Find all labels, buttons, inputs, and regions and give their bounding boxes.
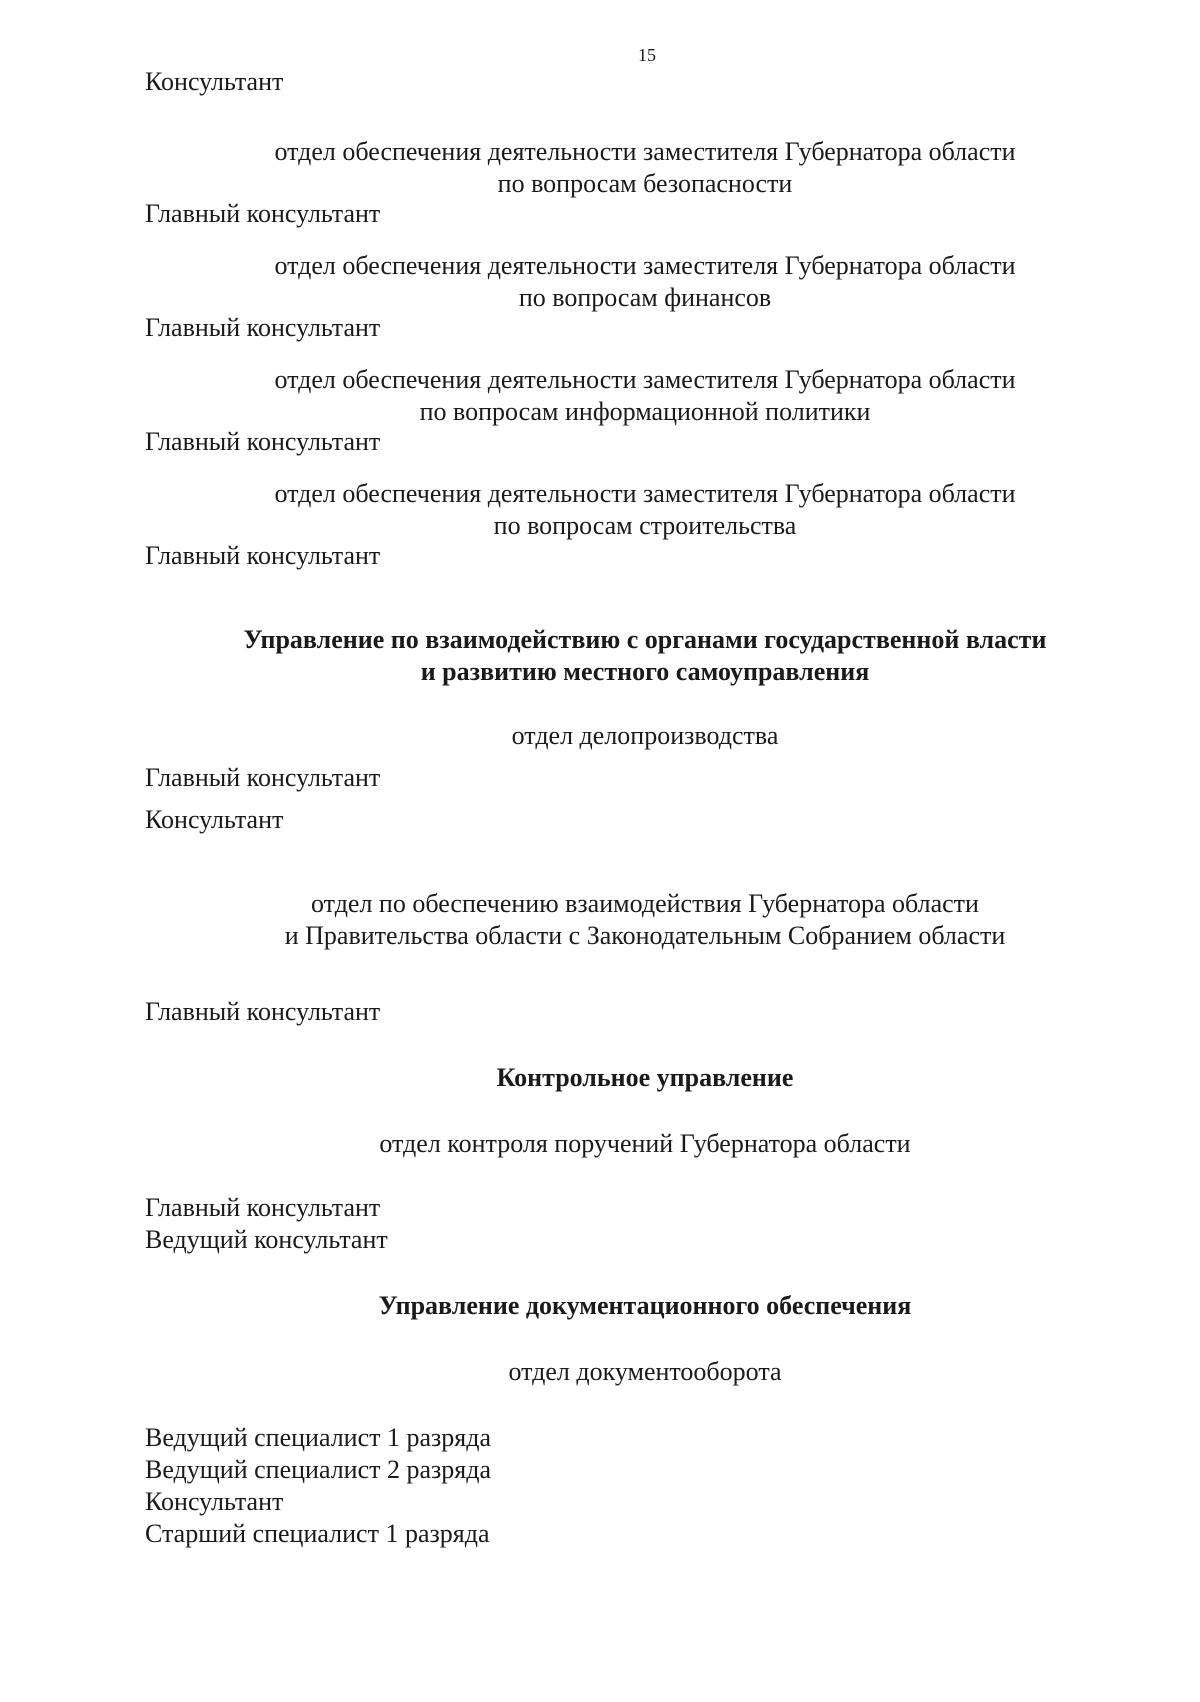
position-title: Главный консультант: [145, 541, 381, 570]
department-heading: отдел обеспечения деятельности заместителя Губернатора области: [274, 479, 1016, 508]
department-heading: по вопросам строительства: [493, 511, 797, 540]
position-title: Главный консультант: [145, 199, 381, 228]
page-number: 15: [638, 45, 656, 65]
position-title: Главный консультант: [145, 427, 381, 456]
department-heading: отдел обеспечения деятельности заместителя Губернатора области: [274, 137, 1016, 166]
position-title: Консультант: [145, 67, 284, 96]
department-heading: по вопросам информационной политики: [419, 397, 871, 426]
position-title: Старший специалист 1 разряда: [145, 1519, 490, 1548]
department-heading: отдел контроля поручений Губернатора области: [379, 1129, 911, 1158]
position-title: Главный консультант: [145, 1193, 381, 1222]
department-heading: по вопросам безопасности: [497, 169, 793, 198]
department-heading: и Правительства области с Законодательным Собранием области: [284, 921, 1006, 950]
position-title: Ведущий консультант: [145, 1225, 388, 1254]
directorate-heading: Управление по взаимодействию с органами государственной власти: [243, 625, 1047, 654]
position-title: Ведущий специалист 1 разряда: [145, 1423, 492, 1452]
position-title: Главный консультант: [145, 763, 381, 792]
department-heading: отдел делопроизводства: [511, 721, 779, 750]
department-heading: отдел по обеспечению взаимодействия Губернатора области: [311, 889, 979, 918]
department-heading: отдел обеспечения деятельности заместителя Губернатора области: [274, 365, 1016, 394]
directorate-heading: и развитию местного самоуправления: [420, 657, 870, 686]
department-heading: по вопросам финансов: [518, 283, 772, 312]
position-title: Главный консультант: [145, 997, 381, 1026]
directorate-heading: Контрольное управление: [496, 1063, 794, 1092]
position-title: Консультант: [145, 805, 284, 834]
position-title: Главный консультант: [145, 313, 381, 342]
position-title: Консультант: [145, 1487, 284, 1516]
directorate-heading: Управление документационного обеспечения: [378, 1291, 912, 1320]
position-title: Ведущий специалист 2 разряда: [145, 1455, 492, 1484]
department-heading: отдел обеспечения деятельности заместителя Губернатора области: [274, 251, 1016, 280]
department-heading: отдел документооборота: [508, 1357, 782, 1386]
